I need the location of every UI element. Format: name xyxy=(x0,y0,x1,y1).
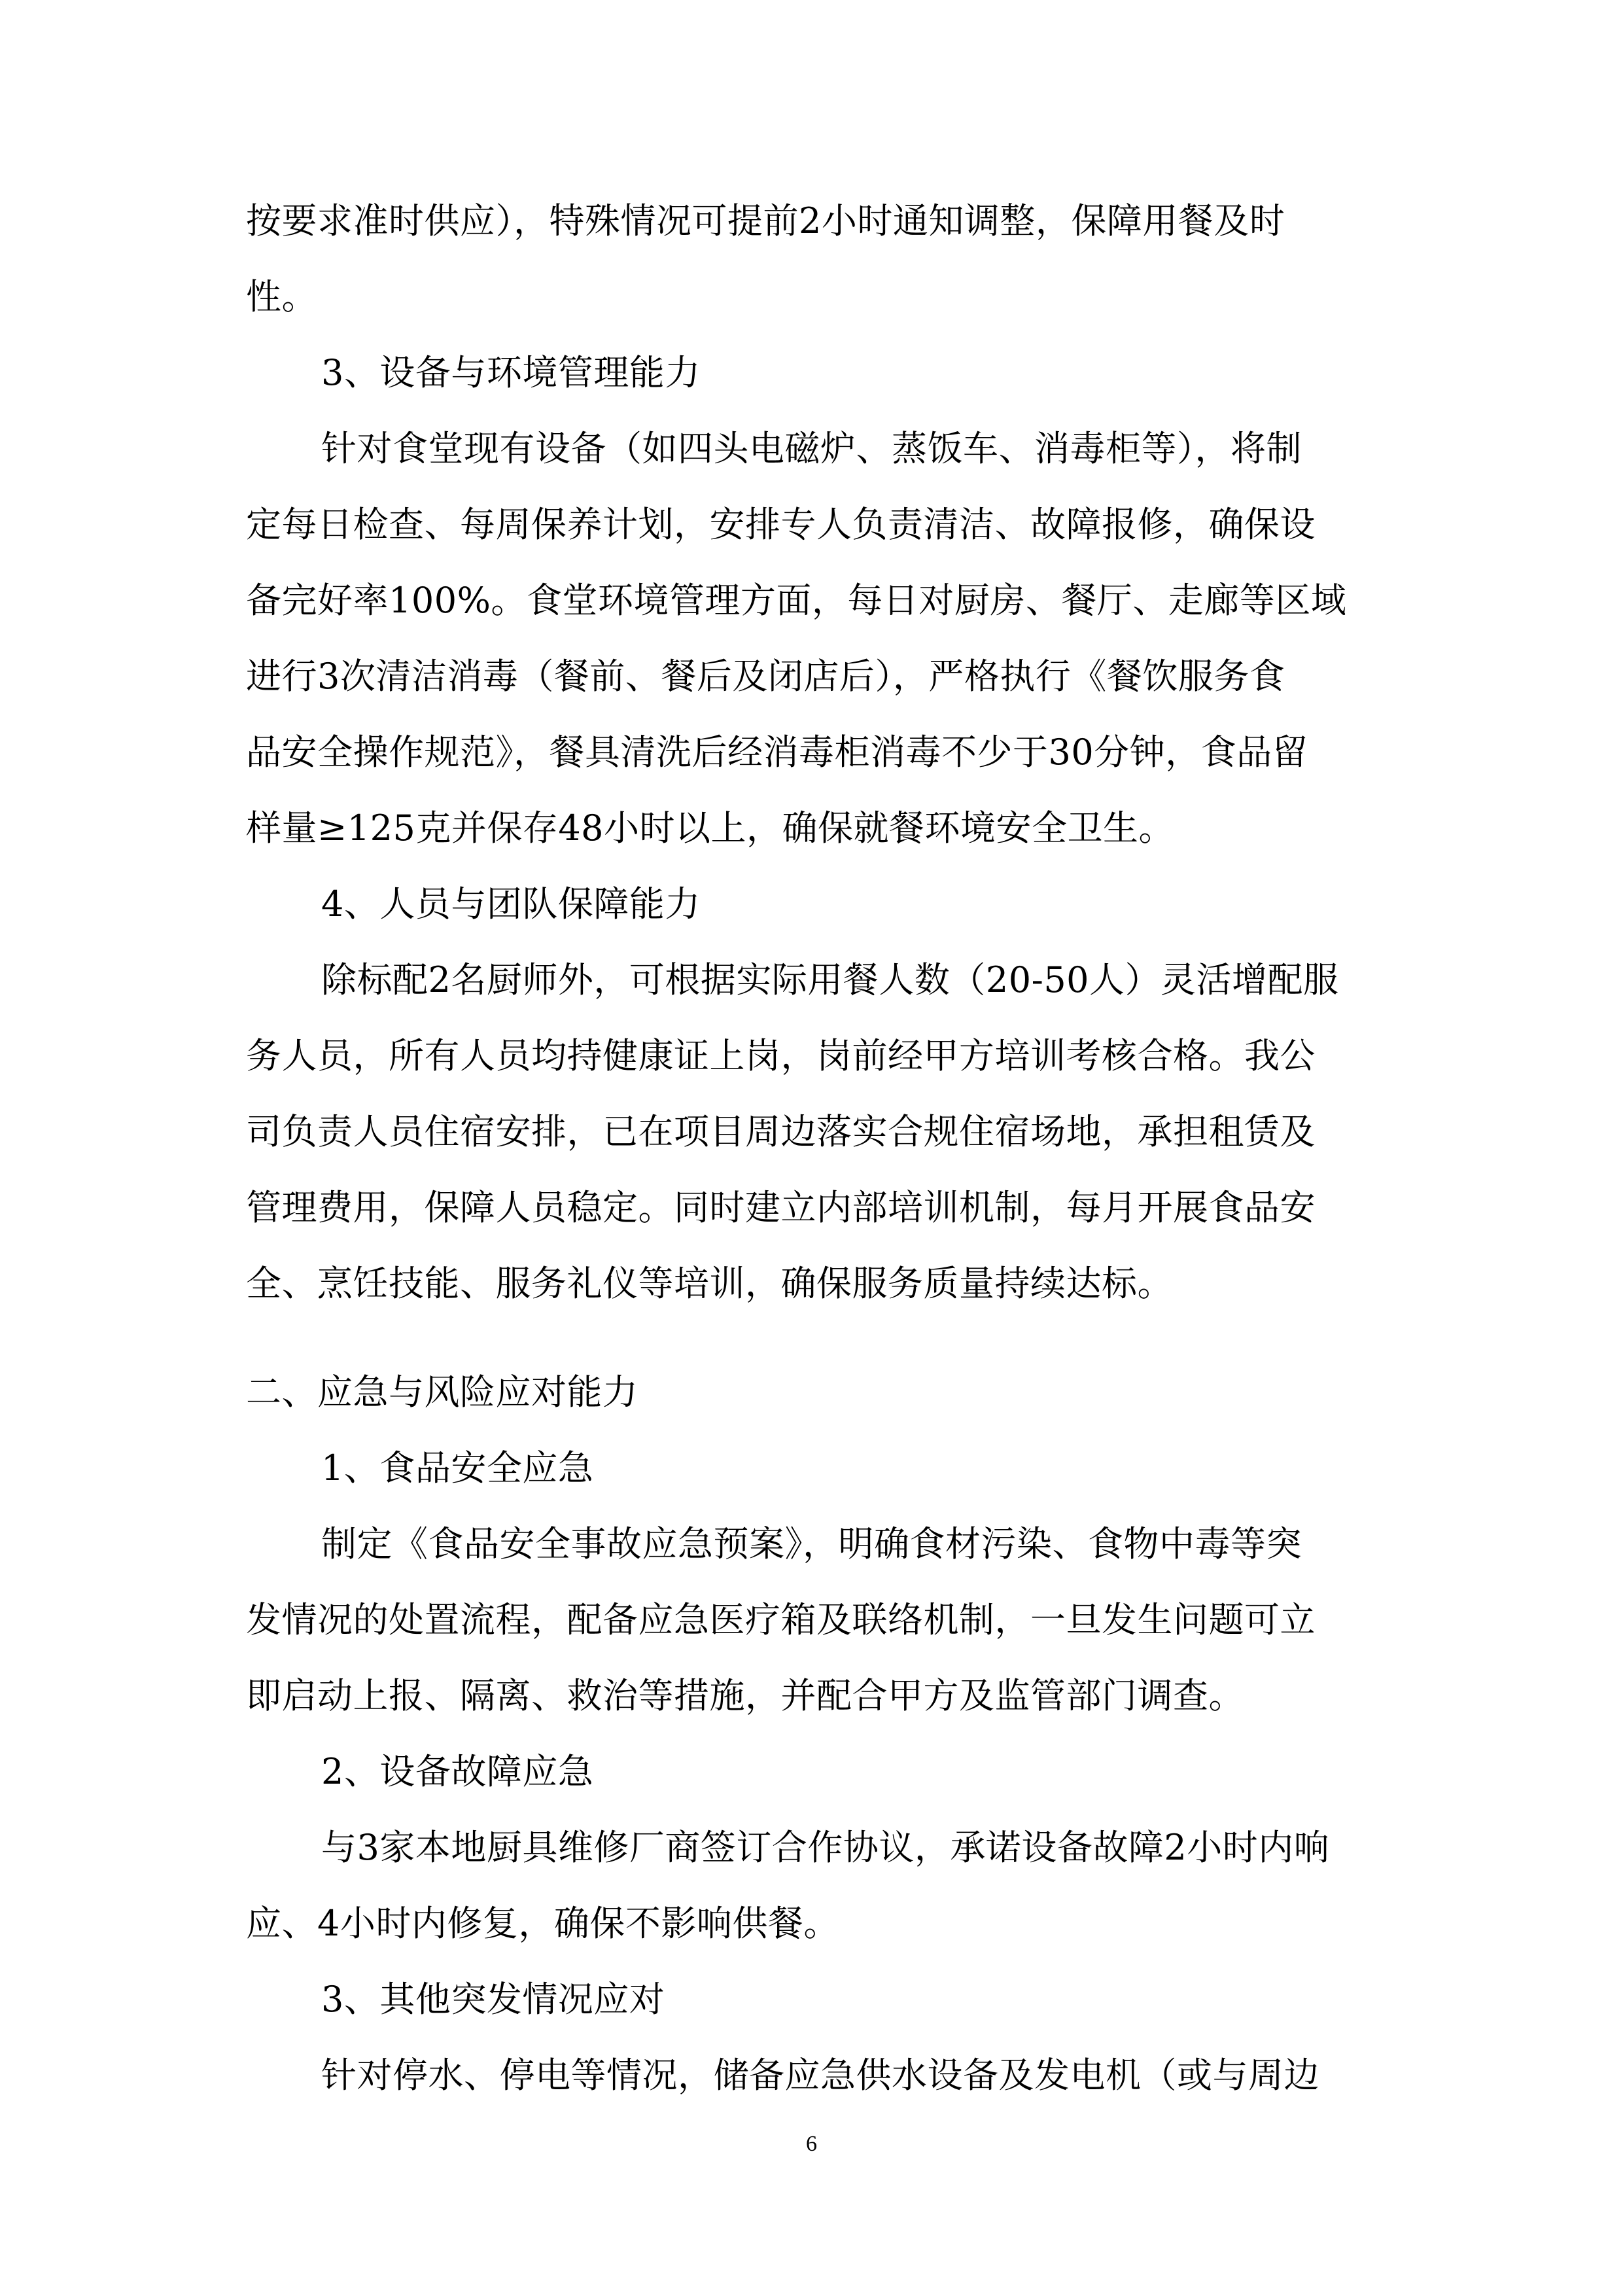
paragraph-line: 务人员，所有人员均持健康证上岗，岗前经甲方培训考核合格。我公 xyxy=(246,1035,1316,1076)
paragraph-line: 即启动上报、隔离、救治等措施，并配合甲方及监管部门调查。 xyxy=(246,1675,1244,1716)
paragraph-line: 全、烹饪技能、服务礼仪等培训，确保服务质量持续达标。 xyxy=(246,1263,1173,1304)
paragraph-line: 备完好率100%。食堂环境管理方面，每日对厨房、餐厅、走廊等区域 xyxy=(246,580,1347,621)
paragraph-line: 针对停水、停电等情况，储备应急供水设备及发电机（或与周边 xyxy=(321,2055,1319,2096)
page-number: 6 xyxy=(806,2132,817,2156)
paragraph-continuation-line: 性。 xyxy=(246,276,317,317)
paragraph-line: 应、4小时内修复，确保不影响供餐。 xyxy=(246,1903,839,1944)
paragraph-line: 司负责人员住宿安排，已在项目周边落实合规住宿场地，承担租赁及 xyxy=(246,1111,1316,1152)
paragraph-line: 品安全操作规范》，餐具清洗后经消毒柜消毒不少于30分钟，食品留 xyxy=(246,732,1308,773)
subsection-heading: 1、食品安全应急 xyxy=(321,1447,594,1489)
paragraph-line: 定每日检查、每周保养计划，安排专人负责清洁、故障报修，确保设 xyxy=(246,504,1316,545)
paragraph-line: 制定《食品安全事故应急预案》，明确食材污染、食物中毒等突 xyxy=(321,1523,1302,1564)
document-body xyxy=(246,183,1378,2113)
paragraph-line: 针对食堂现有设备（如四头电磁炉、蒸饭车、消毒柜等），将制 xyxy=(321,428,1302,469)
paragraph-line: 样量≥125克并保存48小时以上，确保就餐环境安全卫生。 xyxy=(246,807,1175,849)
section-heading: 二、应急与风险应对能力 xyxy=(246,1371,638,1413)
paragraph-continuation-line: 按要求准时供应），特殊情况可提前2小时通知调整，保障用餐及时 xyxy=(246,200,1285,241)
paragraph-line: 管理费用，保障人员稳定。同时建立内部培训机制，每月开展食品安 xyxy=(246,1187,1316,1228)
subsection-heading: 3、其他突发情况应对 xyxy=(321,1979,665,2020)
subsection-heading: 4、人员与团队保障能力 xyxy=(321,883,701,925)
paragraph-line: 进行3次清洁消毒（餐前、餐后及闭店后），严格执行《餐饮服务食 xyxy=(246,656,1285,697)
paragraph-line: 除标配2名厨师外，可根据实际用餐人数（20-50人）灵活增配服 xyxy=(321,959,1339,1000)
paragraph-line: 与3家本地厨具维修厂商签订合作协议，承诺设备故障2小时内响 xyxy=(321,1827,1330,1868)
section-gap xyxy=(246,1322,1378,1354)
paragraph-line: 发情况的处置流程，配备应急医疗箱及联络机制，一旦发生问题可立 xyxy=(246,1599,1316,1640)
subsection-heading: 3、设备与环境管理能力 xyxy=(321,352,701,393)
subsection-heading: 2、设备故障应急 xyxy=(321,1751,594,1792)
